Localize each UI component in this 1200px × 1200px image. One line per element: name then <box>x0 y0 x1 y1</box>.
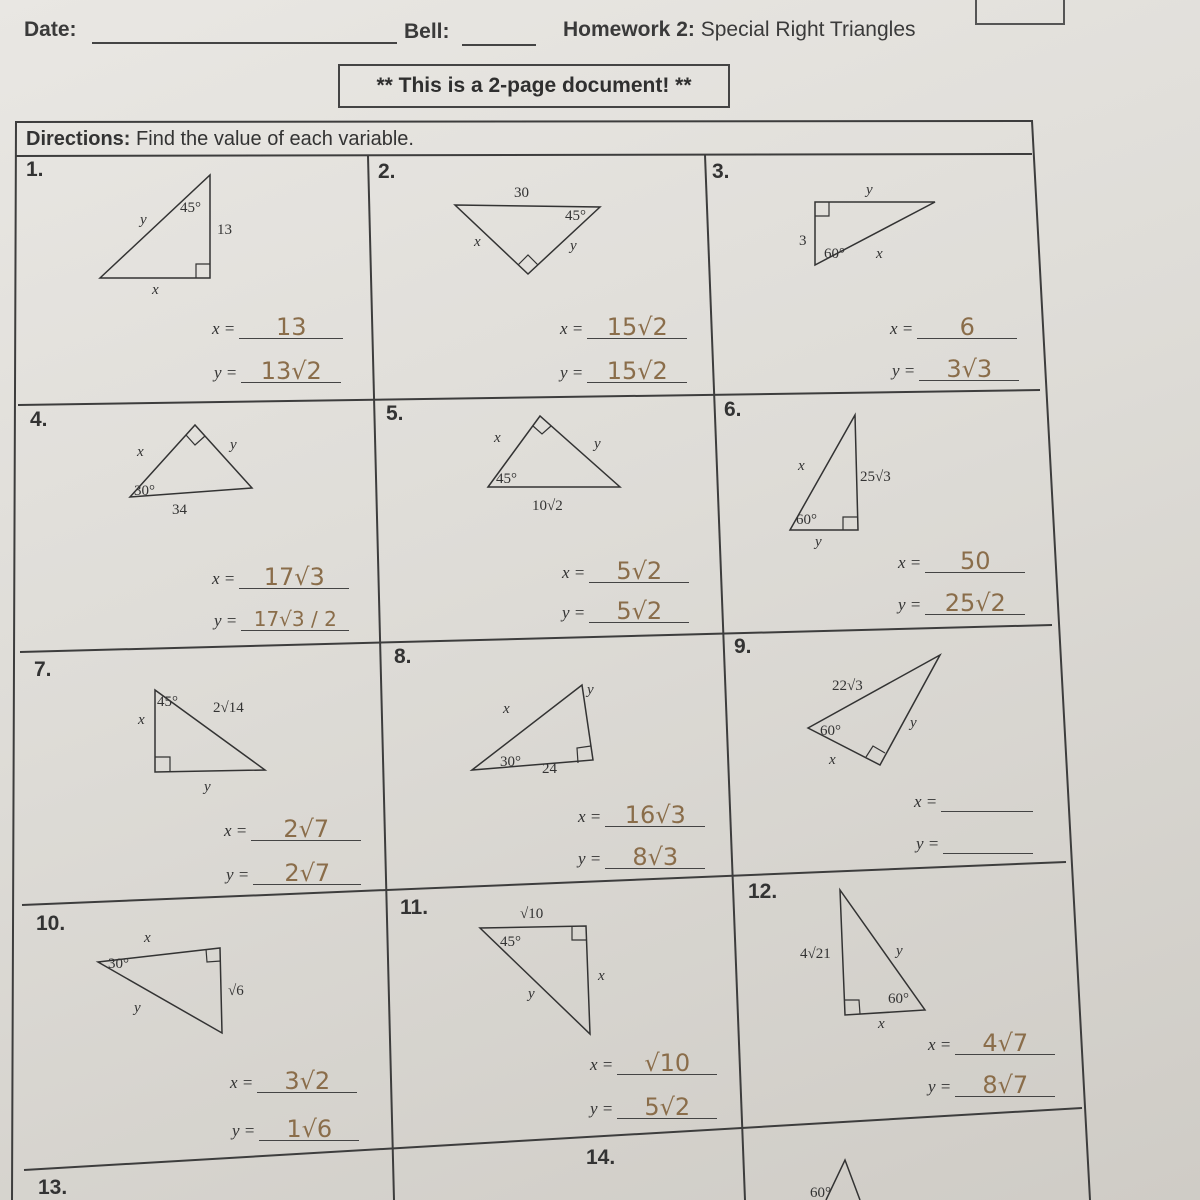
answer-1-x: x = 13 <box>212 316 343 339</box>
answer-4-x: x = 17√3 <box>212 566 349 589</box>
homework-title: Homework 2: Special Right Triangles <box>563 18 916 41</box>
svg-text:y: y <box>594 436 601 452</box>
answer-11-y: y = 5√2 <box>590 1096 717 1119</box>
answer-12-x: x = 4√7 <box>928 1032 1055 1055</box>
problem-number-9: 9. <box>734 635 752 658</box>
answer-8-x: x = 16√3 <box>578 804 705 827</box>
svg-text:y: y <box>896 943 903 959</box>
triangle-7 <box>137 690 265 795</box>
svg-text:x: x <box>144 930 151 946</box>
answer-8-y: y = 8√3 <box>578 846 705 869</box>
triangle-5 <box>488 416 620 514</box>
answer-6-x: x = 50 <box>898 550 1025 573</box>
svg-text:30°: 30° <box>108 956 129 972</box>
svg-text:y: y <box>910 715 917 731</box>
svg-text:4√21: 4√21 <box>800 946 831 962</box>
problem-number-11: 11. <box>400 896 429 919</box>
answer-12-y: y = 8√7 <box>928 1074 1055 1097</box>
svg-text:30°: 30° <box>134 483 155 499</box>
triangle-8 <box>472 682 594 777</box>
svg-text:45°: 45° <box>496 471 517 487</box>
svg-text:y: y <box>230 437 237 453</box>
answer-2-y: y = 15√2 <box>560 360 687 383</box>
svg-text:x: x <box>878 1016 885 1032</box>
triangle-10 <box>98 930 244 1033</box>
answer-1-y: y = 13√2 <box>214 360 341 383</box>
svg-text:34: 34 <box>172 502 187 518</box>
problem-number-2: 2. <box>378 160 396 183</box>
svg-text:45°: 45° <box>565 208 586 224</box>
answer-2-x: x = 15√2 <box>560 316 687 339</box>
svg-text:60°: 60° <box>820 723 841 739</box>
triangle-3 <box>799 182 935 265</box>
answer-10-y: y = 1√6 <box>232 1118 359 1141</box>
svg-text:x: x <box>494 430 501 446</box>
date-label: Date: <box>24 18 77 41</box>
svg-text:24: 24 <box>542 761 557 777</box>
svg-text:y: y <box>866 182 873 198</box>
triangle-1 <box>100 175 232 298</box>
svg-text:x: x <box>798 458 805 474</box>
triangle-11 <box>480 906 605 1034</box>
problem-number-14: 14. <box>586 1146 616 1169</box>
problem-number-10: 10. <box>36 912 66 935</box>
problem-number-5: 5. <box>386 402 404 425</box>
svg-text:60°: 60° <box>796 512 817 528</box>
problem-number-13: 13. <box>38 1176 68 1199</box>
svg-text:x: x <box>152 282 159 298</box>
answer-6-y: y = 25√2 <box>898 592 1025 615</box>
answer-3-x: x = 6 <box>890 316 1017 339</box>
problem-number-7: 7. <box>34 658 52 681</box>
answer-3-y: y = 3√3 <box>892 358 1019 381</box>
answer-9-x: x = <box>914 792 1033 812</box>
svg-text:x: x <box>503 701 510 717</box>
svg-text:45°: 45° <box>500 934 521 950</box>
svg-text:x: x <box>829 752 836 768</box>
svg-text:45°: 45° <box>180 200 201 216</box>
triangle-12 <box>800 890 925 1032</box>
answer-4-y: y = 17√3 / 2 <box>214 608 349 631</box>
svg-text:√10: √10 <box>520 906 544 922</box>
svg-text:y: y <box>528 986 535 1002</box>
directions: Directions: Find the value of each variable. <box>26 128 414 150</box>
svg-text:2√14: 2√14 <box>213 700 244 716</box>
problem-number-1: 1. <box>26 158 44 181</box>
svg-text:25√3: 25√3 <box>860 469 891 485</box>
triangle-4 <box>130 425 252 518</box>
svg-text:x: x <box>876 246 883 262</box>
svg-text:30: 30 <box>514 185 529 201</box>
triangle-14 <box>810 1160 860 1200</box>
problem-number-6: 6. <box>724 398 742 421</box>
svg-text:30°: 30° <box>500 754 521 770</box>
svg-text:√6: √6 <box>228 983 244 999</box>
answer-11-x: x = √10 <box>590 1052 717 1075</box>
svg-text:y: y <box>140 212 147 228</box>
answer-5-x: x = 5√2 <box>562 560 689 583</box>
svg-text:22√3: 22√3 <box>832 678 863 694</box>
svg-text:x: x <box>137 444 144 460</box>
svg-text:3: 3 <box>799 233 807 249</box>
problem-number-8: 8. <box>394 645 412 668</box>
svg-text:x: x <box>598 968 605 984</box>
svg-text:60°: 60° <box>810 1185 831 1200</box>
svg-text:13: 13 <box>217 222 232 238</box>
problem-number-4: 4. <box>30 408 48 431</box>
svg-text:10√2: 10√2 <box>532 498 563 514</box>
svg-text:y: y <box>815 534 822 550</box>
svg-text:y: y <box>204 779 211 795</box>
answer-9-y: y = <box>916 834 1033 854</box>
notice-box: ** This is a 2-page document! ** <box>338 64 730 108</box>
answer-7-y: y = 2√7 <box>226 862 361 885</box>
svg-text:y: y <box>134 1000 141 1016</box>
problem-number-12: 12. <box>748 880 778 903</box>
problem-number-3: 3. <box>712 160 730 183</box>
svg-text:y: y <box>587 682 594 698</box>
triangle-9 <box>808 655 940 768</box>
svg-text:y: y <box>570 238 577 254</box>
answer-10-x: x = 3√2 <box>230 1070 357 1093</box>
svg-text:60°: 60° <box>888 991 909 1007</box>
bell-label: Bell: <box>404 20 450 43</box>
answer-7-x: x = 2√7 <box>224 818 361 841</box>
triangle-2 <box>455 185 600 274</box>
svg-text:60°: 60° <box>824 246 845 262</box>
svg-text:x: x <box>474 234 481 250</box>
svg-text:45°: 45° <box>157 694 178 710</box>
answer-5-y: y = 5√2 <box>562 600 689 623</box>
triangle-6 <box>790 415 891 550</box>
svg-text:x: x <box>138 712 145 728</box>
